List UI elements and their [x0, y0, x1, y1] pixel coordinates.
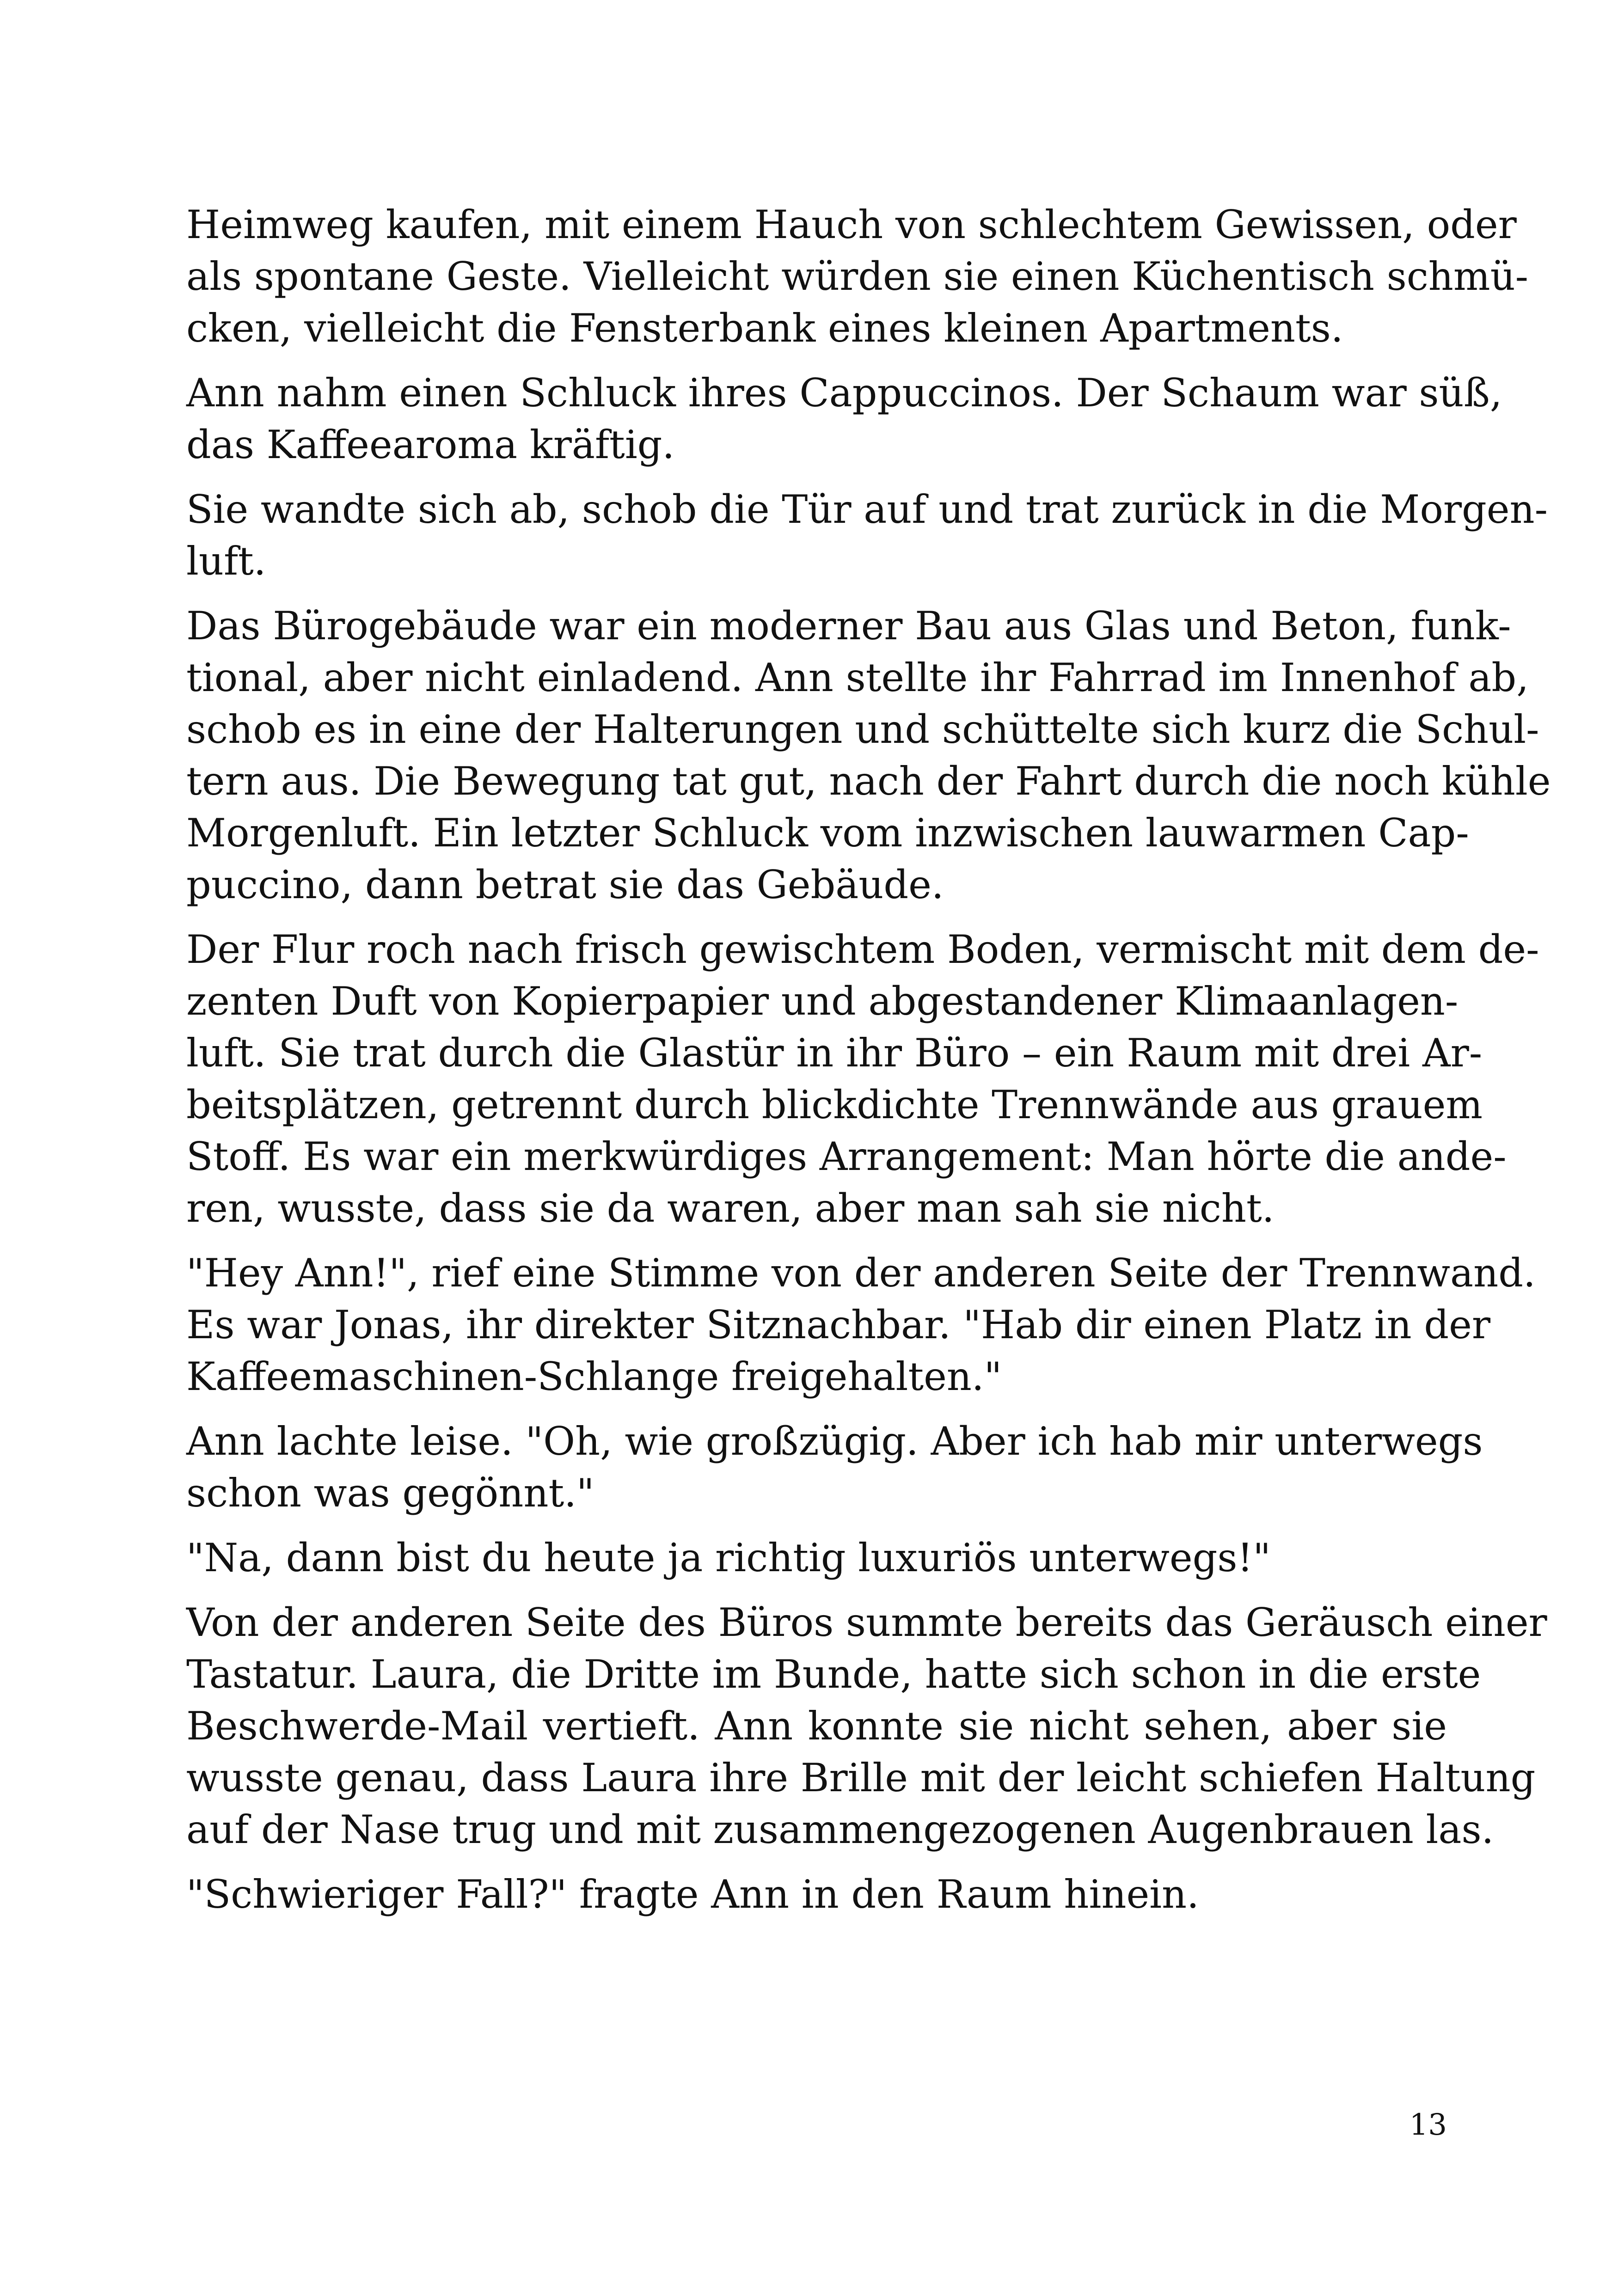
text-line: Der Flur roch nach frisch gewischtem Boden, vermischt mit dem de-: [186, 927, 1539, 972]
text-line: schon was gegönnt.": [186, 1470, 594, 1516]
text-line: als spontane Geste. Vielleicht würden sie einen Küchentisch schmü-: [186, 254, 1529, 299]
text-line: Von der anderen Seite des Büros summte bereits das Geräusch einer: [186, 1600, 1547, 1645]
paragraph-8: [186, 1532, 1447, 1584]
paragraph-2: [186, 367, 1502, 471]
paragraph-3: [186, 484, 1548, 587]
body-text: [186, 199, 1551, 1933]
paragraph-9: [186, 1597, 1547, 1855]
text-line: Ann lachte leise. "Oh, wie großzügig. Aber ich hab mir unterwegs: [186, 1419, 1483, 1464]
text-line: Das Bürogebäude war ein moderner Bau aus Glas und Beton, funk-: [186, 603, 1511, 649]
text-line: tern aus. Die Bewegung tat gut, nach der Fahrt durch die noch kühle: [186, 759, 1551, 804]
text-line: das Kaffeearoma kräftig.: [186, 422, 675, 467]
text-line: "Schwieriger Fall?" fragte Ann in den Raum hinein.: [186, 1872, 1199, 1917]
text-line: Es war Jonas, ihr direkter Sitznachbar. "Hab dir einen Platz in der: [186, 1302, 1490, 1347]
paragraph-1: [186, 199, 1529, 354]
text-line: "Hey Ann!", rief eine Stimme von der anderen Seite der Trennwand.: [186, 1250, 1536, 1296]
text-line: Ann nahm einen Schluck ihres Cappuccinos. Der Schaum war süß,: [186, 370, 1502, 416]
text-line: beitsplätzen, getrennt durch blickdichte Trennwände aus grauem: [186, 1082, 1483, 1127]
text-line: Morgenluft. Ein letzter Schluck vom inzwischen lauwarmen Cap-: [186, 810, 1469, 856]
text-line: Kaffeemaschinen-Schlange freigehalten.": [186, 1354, 1002, 1399]
paragraph-7: [186, 1415, 1483, 1519]
text-line: Sie wandte sich ab, schob die Tür auf und trat zurück in die Morgen-: [186, 487, 1548, 532]
text-line: Heimweg kaufen, mit einem Hauch von schlechtem Gewissen, oder: [186, 202, 1517, 247]
text-line: Tastatur. Laura, die Dritte im Bunde, hatte sich schon in die erste: [186, 1652, 1481, 1697]
text-line: Stoff. Es war ein merkwürdiges Arrangement: Man hörte die ande-: [186, 1134, 1507, 1179]
text-line: luft.: [186, 539, 266, 584]
text-line: cken, vielleicht die Fensterbank eines kleinen Apartments.: [186, 306, 1343, 351]
text-line: tional, aber nicht einladend. Ann stellte ihr Fahrrad im Innenhof ab,: [186, 655, 1529, 700]
text-line: zenten Duft von Kopierpapier und abgestandener Klimaanlagen-: [186, 979, 1459, 1024]
text-line: puccino, dann betrat sie das Gebäude.: [186, 862, 944, 907]
text-line: Beschwerde-Mail vertieft. Ann konnte sie nicht sehen, aber sie: [186, 1703, 1447, 1749]
paragraph-4: [186, 600, 1551, 911]
text-line: wusste genau, dass Laura ihre Brille mit der leicht schiefen Haltung: [186, 1755, 1536, 1800]
paragraph-6: [186, 1247, 1536, 1402]
text-line: schob es in eine der Halterungen und schüttelte sich kurz die Schul-: [186, 707, 1539, 752]
paragraph-10: [186, 1868, 1447, 1920]
paragraph-5: [186, 924, 1539, 1234]
page-number: 13: [1409, 2108, 1447, 2142]
text-line: luft. Sie trat durch die Glastür in ihr Büro – ein Raum mit drei Ar-: [186, 1030, 1483, 1076]
text-line: ren, wusste, dass sie da waren, aber man sah sie nicht.: [186, 1186, 1275, 1231]
text-line: "Na, dann bist du heute ja richtig luxuriös unterwegs!": [186, 1535, 1271, 1580]
text-line: auf der Nase trug und mit zusammengezogenen Augenbrauen las.: [186, 1807, 1494, 1852]
